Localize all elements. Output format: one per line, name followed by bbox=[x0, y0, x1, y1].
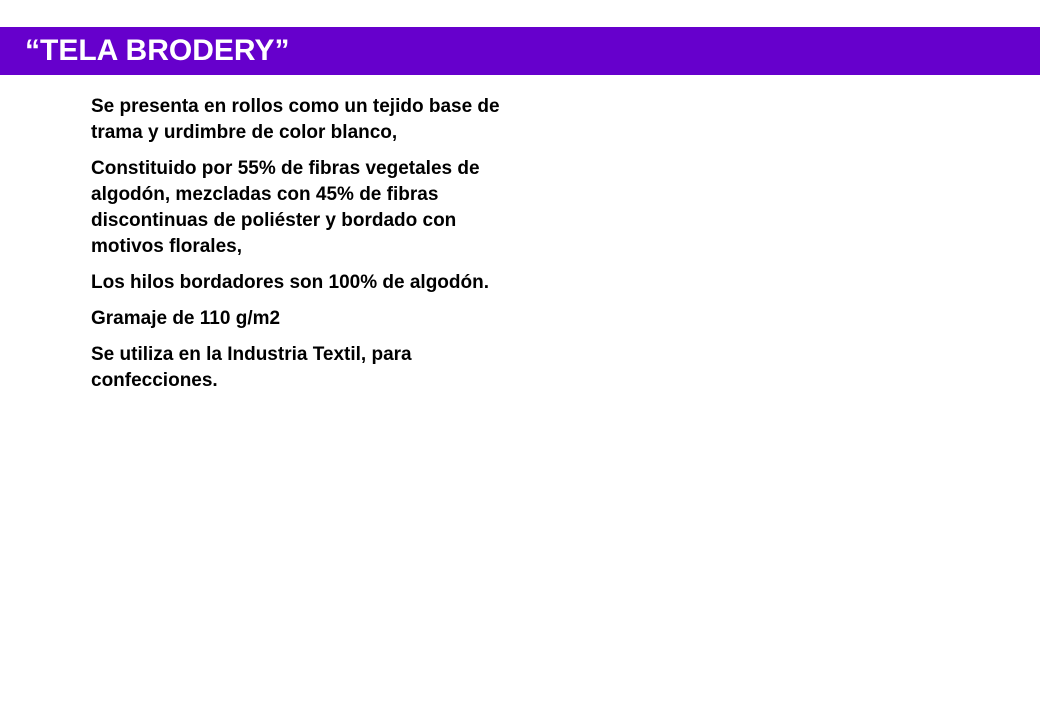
paragraph-threads: Los hilos bordadores son 100% de algodón. bbox=[91, 272, 490, 293]
paragraph-presentation: Se presenta en rollos como un tejido base de trama y urdimbre de color blanco, bbox=[91, 96, 500, 143]
paragraph-composition: Constituido por 55% de fibras vegetales de algodón, mezcladas con 45% de fibras discontinuas de poliéster y bordado con motivos florales, bbox=[91, 158, 480, 257]
paragraph-weight: Gramaje de 110 g/m2 bbox=[91, 308, 281, 329]
paragraph-usage: Se utiliza en la Industria Textil, para confecciones. bbox=[91, 344, 412, 391]
slide-body bbox=[91, 94, 501, 404]
slide-title: “TELA BRODERY” bbox=[25, 34, 290, 67]
